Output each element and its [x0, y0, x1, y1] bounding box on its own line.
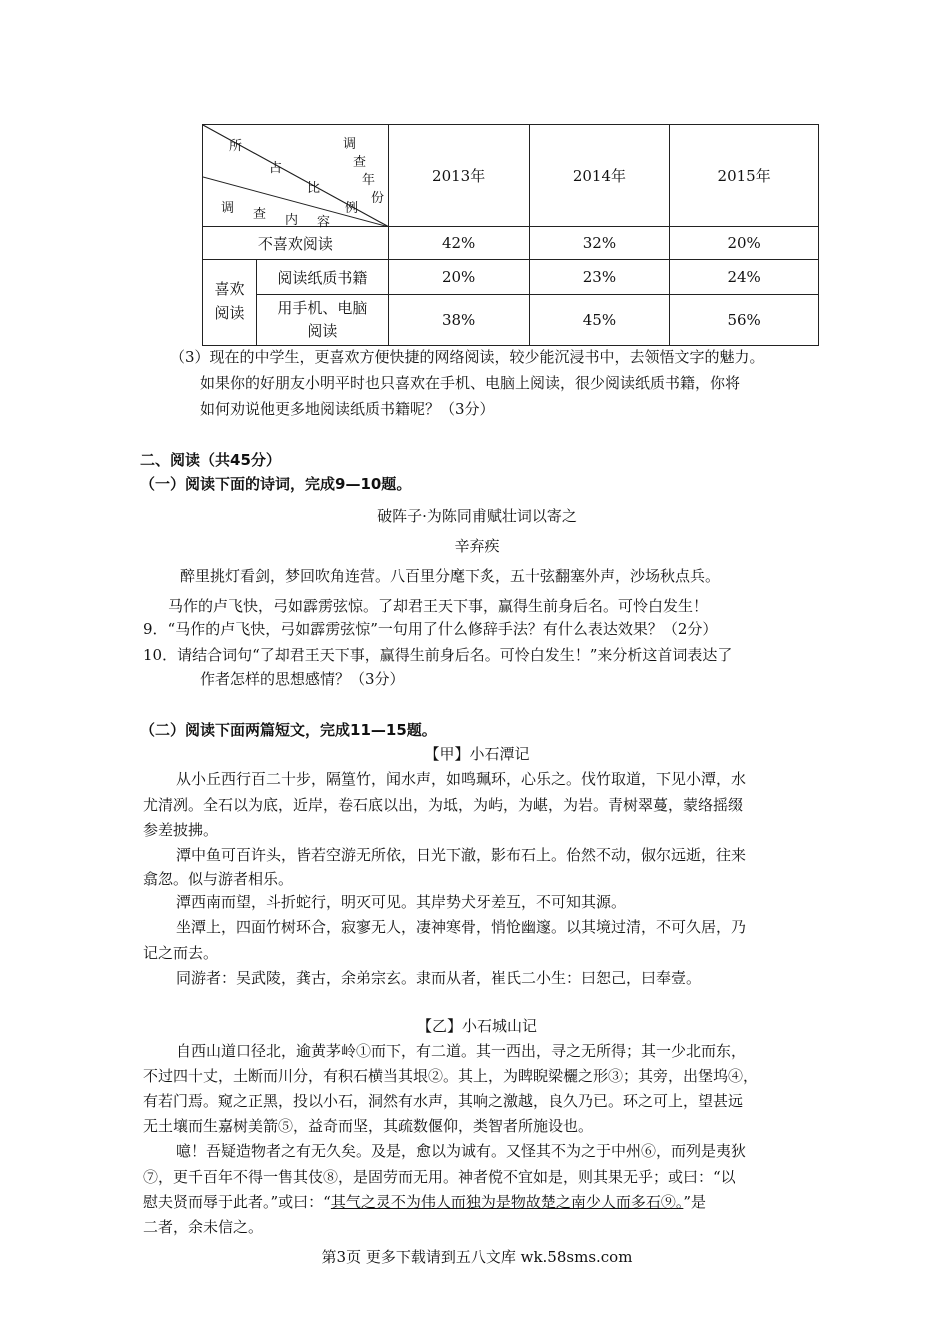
passage-line: ⑦，更千百年不得一售其伎⑧，是固劳而无用。神者傥不宜如是，则其果无乎；或曰：“以	[143, 1168, 736, 1186]
question-10: 10．请结合词句“了却君王天下事，赢得生前身后名。可怜白发生！”来分析这首词表达了	[143, 646, 733, 664]
passage-line: 二者，余未信之。	[143, 1218, 264, 1236]
row-label-line: 阅读	[307, 322, 338, 340]
diag-label: 查	[253, 207, 267, 222]
year-header: 2015年	[670, 125, 819, 227]
passage-line: 从小丘西行百二十步，隔篁竹，闻水声，如鸣珮环，心乐之。伐竹取道，下见小潭，水	[176, 770, 747, 788]
diag-label: 调	[221, 201, 235, 216]
q3-line: 如果你的好朋友小明平时也只喜欢在手机、电脑上阅读，很少阅读纸质书籍，你将	[200, 374, 741, 392]
cell-value: 20%	[388, 260, 529, 295]
group-label	[203, 277, 256, 325]
diag-label: 份	[371, 191, 385, 206]
subsection-title: （一）阅读下面的诗词，完成9—10题。	[140, 475, 412, 493]
table-row	[203, 227, 819, 260]
passage-line: 自西山道口径北，逾黄茅岭①而下，有二道。其一西出，寻之无所得；其一少北而东，	[176, 1042, 747, 1060]
passage-line: 翕忽。似与游者相乐。	[143, 870, 294, 888]
table-row	[203, 295, 819, 346]
passage-line: 坐潭上，四面竹树环合，寂寥无人，凄神寒骨，悄怆幽邃。以其境过清，不可久居，乃	[176, 918, 747, 936]
passage-title: 【乙】小石城山记	[416, 1017, 537, 1035]
passage-line: 潭中鱼可百许头，皆若空游无所依，日光下澈，影布石上。佁然不动，俶尔远逝，往来	[176, 846, 747, 864]
page-footer: 第3页 更多下载请到五八文库 wk.58sms.com	[321, 1248, 633, 1266]
passage-text: ”是	[683, 1193, 707, 1211]
diag-label: 容	[317, 215, 331, 230]
poem-line: 醉里挑灯看剑，梦回吹角连营。八百里分麾下炙，五十弦翻塞外声，沙场秋点兵。	[180, 567, 721, 585]
row-label	[257, 295, 388, 345]
passage-text: 慰夫贤而辱于此者。”或曰：“	[143, 1193, 331, 1211]
subsection-title: （二）阅读下面两篇短文，完成11—15题。	[140, 721, 437, 739]
cell-value: 56%	[670, 295, 819, 346]
cell-value: 23%	[529, 260, 670, 295]
passage-line	[143, 1189, 706, 1215]
poem-title: 破阵子·为陈同甫赋壮词以寄之	[377, 507, 577, 525]
q3-line: （3）现在的中学生，更喜欢方便快捷的网络阅读，较少能沉浸书中，去领悟文字的魅力。	[170, 348, 765, 366]
passage-title: 【甲】小石潭记	[424, 745, 530, 763]
passage-line: 有若门焉。窥之正黑，投以小石，洞然有水声，其响之激越，良久乃已。环之可上，望甚远	[143, 1092, 744, 1110]
diag-label: 例	[345, 201, 359, 216]
cell-value: 38%	[388, 295, 529, 346]
cell-value: 45%	[529, 295, 670, 346]
year-header: 2013年	[388, 125, 529, 227]
passage-line: 噫！吾疑造物者之有无久矣。及是，愈以为诚有。又怪其不为之于中州⑥，而列是夷狄	[176, 1142, 747, 1160]
passage-line: 参差披拂。	[143, 821, 219, 839]
cell-value: 32%	[529, 227, 670, 260]
cell-value: 42%	[388, 227, 529, 260]
passage-line: 潭西南而望，斗折蛇行，明灭可见。其岸势犬牙差互，不可知其源。	[176, 893, 627, 911]
cell-value: 20%	[670, 227, 819, 260]
year-header: 2014年	[529, 125, 670, 227]
survey-table	[202, 124, 819, 346]
poem-author: 辛弃疾	[454, 537, 500, 555]
passage-line: 不过四十丈，土断而川分，有积石横当其垠②。其上，为睥睨梁欐之形③；其旁，出堡坞④，	[143, 1067, 759, 1085]
underlined-sentence: 其气之灵不为伟人而独为是物故楚之南少人而多石⑨。	[330, 1193, 684, 1211]
diag-label: 所	[229, 139, 243, 154]
question-10-cont: 作者怎样的思想感情？（3分）	[200, 670, 405, 688]
q3-line: 如何劝说他更多地阅读纸质书籍呢？（3分）	[200, 400, 495, 418]
cell-value: 24%	[670, 260, 819, 295]
diag-label: 调	[343, 137, 357, 152]
passage-line: 无土壤而生嘉树美箭⑤，益奇而坚，其疏数偃仰，类智者所施设也。	[143, 1117, 594, 1135]
question-9: 9．“马作的卢飞快，弓如霹雳弦惊”一句用了什么修辞手法？有什么表达效果？（2分）	[143, 620, 718, 638]
diag-label: 占	[269, 161, 283, 176]
row-label: 不喜欢阅读	[203, 227, 389, 260]
row-label-line: 用手机、电脑	[277, 299, 368, 317]
diag-label: 内	[285, 213, 299, 228]
section-title: 二、阅读（共45分）	[140, 451, 281, 469]
table-header-diagonal	[203, 125, 389, 230]
diag-label: 比	[307, 181, 321, 196]
row-label: 阅读纸质书籍	[277, 268, 368, 287]
group-label-line: 阅读	[214, 304, 245, 322]
diag-label: 年	[362, 173, 376, 188]
passage-line: 记之而去。	[143, 944, 219, 962]
group-label-line: 喜欢	[214, 280, 245, 298]
poem-line: 马作的卢飞快，弓如霹雳弦惊。了却君王天下事，赢得生前身后名。可怜白发生！	[168, 597, 709, 615]
passage-line: 尤清冽。全石以为底，近岸，卷石底以出，为坻，为屿，为嵁，为岩。青树翠蔓，蒙络摇缀	[143, 796, 744, 814]
passage-line: 同游者：吴武陵，龚古，余弟宗玄。隶而从者，崔氏二小生：曰恕己，曰奉壹。	[176, 969, 702, 987]
table-row	[203, 260, 819, 295]
diag-label: 查	[353, 155, 367, 170]
